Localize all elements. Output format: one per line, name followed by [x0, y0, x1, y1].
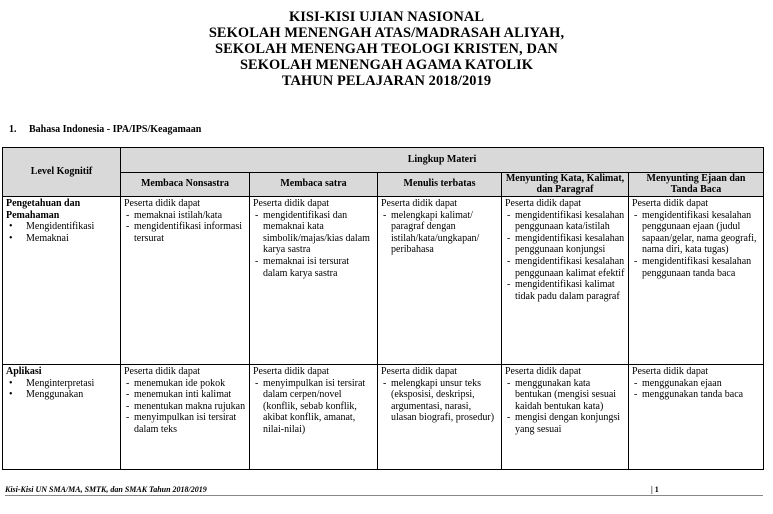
cell-item: - memaknai istilah/kata [124, 210, 246, 222]
title-line-3: SEKOLAH MENENGAH TEOLOGI KRISTEN, DAN [215, 41, 558, 57]
cell-intro: Peserta didik dapat [124, 366, 201, 377]
level-kognitif-header: Level Kognitif [3, 148, 121, 197]
cell-intro: Peserta didik dapat [505, 198, 582, 209]
level-cell [3, 365, 121, 470]
cell-intro: Peserta didik dapat [632, 198, 709, 209]
cell-intro: Peserta didik dapat [505, 366, 582, 377]
cell-item: - mengidentifikasi kesalahan penggunaan kalimat efektif [505, 256, 625, 279]
level-title: Aplikasi [6, 366, 42, 377]
footer-title: Kisi-Kisi UN SMA/MA, SMTK, dan SMAK Tahun 2018/2019 [5, 485, 207, 494]
cell-item: - mengidentifikasi kesalahan penggunaan kata/istilah [505, 210, 625, 233]
column-header: Membaca satra [250, 173, 378, 197]
level-title: Pengetahuan dan Pemahaman [6, 198, 81, 221]
cell-item: - melengkapi unsur teks (eksposisi, deskripsi, argumentasi, narasi, ulasan biografi, prosedur) [381, 378, 498, 424]
kisi-kisi-table [2, 147, 764, 470]
cell-item: - mengidentifikasi kesalahan penggunaan tanda baca [632, 256, 760, 279]
column-header: Menulis terbatas [378, 173, 502, 197]
materi-cell [502, 365, 629, 470]
cell-item: - mengidentifikasi kesalahan penggunaan konjungsi [505, 233, 625, 256]
title-line-4: SEKOLAH MENENGAH AGAMA KATOLIK [239, 57, 534, 73]
title-line-5: TAHUN PELAJARAN 2018/2019 [281, 73, 492, 89]
column-header: Menyunting Kata, Kalimat, dan Paragraf [502, 173, 629, 197]
cell-item: - mengidentifikasi kesalahan penggunaan ejaan (judul sapaan/gelar, nama geografi, nama diri, kata tugas) [632, 210, 760, 256]
level-bullet: • Memaknai [6, 233, 117, 245]
cell-intro: Peserta didik dapat [381, 198, 458, 209]
cell-item: - menyimpulkan isi tersirat dalam teks [124, 412, 246, 435]
column-header: Membaca Nonsastra [121, 173, 250, 197]
cell-intro: Peserta didik dapat [124, 198, 201, 209]
cell-item: - mengidentifikasi informasi tersurat [124, 221, 246, 244]
section-number: 1. [9, 124, 17, 135]
materi-cell [502, 197, 629, 365]
level-bullet: • Menggunakan [6, 389, 117, 401]
cell-item: - menggunakan tanda baca [632, 389, 760, 401]
page-number: | 1 [651, 485, 659, 494]
document-title [0, 9, 773, 89]
table-row [3, 197, 764, 365]
cell-intro: Peserta didik dapat [381, 366, 458, 377]
cell-item: - melengkapi kalimat/ paragraf dengan istilah/kata/ungkapan/ peribahasa [381, 210, 498, 256]
cell-intro: Peserta didik dapat [632, 366, 709, 377]
title-line-2: SEKOLAH MENENGAH ATAS/MADRASAH ALIYAH, [208, 25, 565, 41]
cell-item: - menyimpulkan isi tersirat dalam cerpen/novel (konflik, sebab konflik, akibat konflik, amanat, nilai-nilai) [253, 378, 374, 436]
cell-item: - menemukan ide pokok [124, 378, 246, 390]
table-row [3, 365, 764, 470]
column-header: Menyunting Ejaan dan Tanda Baca [629, 173, 764, 197]
materi-cell [629, 197, 764, 365]
cell-intro: Peserta didik dapat [253, 366, 330, 377]
title-line-1: KISI-KISI UJIAN NASIONAL [288, 9, 485, 25]
level-bullet: • Menginterpretasi [6, 378, 117, 390]
footer-divider [5, 495, 763, 496]
level-cell [3, 197, 121, 365]
level-bullet: • Mengidentifikasi [6, 221, 117, 233]
cell-item: - menemukan inti kalimat [124, 389, 246, 401]
materi-cell [250, 197, 378, 365]
materi-cell [250, 365, 378, 470]
materi-cell [121, 365, 250, 470]
section-heading [9, 124, 201, 135]
materi-cell [121, 197, 250, 365]
cell-item: - memaknai isi tersurat dalam karya sastra [253, 256, 374, 279]
cell-item: - menggunakan kata bentukan (mengisi sesuai kaidah bentukan kata) [505, 378, 625, 413]
materi-cell [378, 197, 502, 365]
cell-item: - mengidentifikasi dan memaknai kata simbolik/majas/kias dalam karya sastra [253, 210, 374, 256]
materi-cell [629, 365, 764, 470]
section-title: Bahasa Indonesia - IPA/IPS/Keagamaan [29, 124, 202, 135]
cell-item: - menggunakan ejaan [632, 378, 760, 390]
cell-item: - mengidentifikasi kalimat tidak padu dalam paragraf [505, 279, 625, 302]
lingkup-materi-header: Lingkup Materi [121, 148, 764, 173]
cell-intro: Peserta didik dapat [253, 198, 330, 209]
materi-cell [378, 365, 502, 470]
cell-item: - menentukan makna rujukan [124, 401, 246, 413]
cell-item: - mengisi dengan konjungsi yang sesuai [505, 412, 625, 435]
